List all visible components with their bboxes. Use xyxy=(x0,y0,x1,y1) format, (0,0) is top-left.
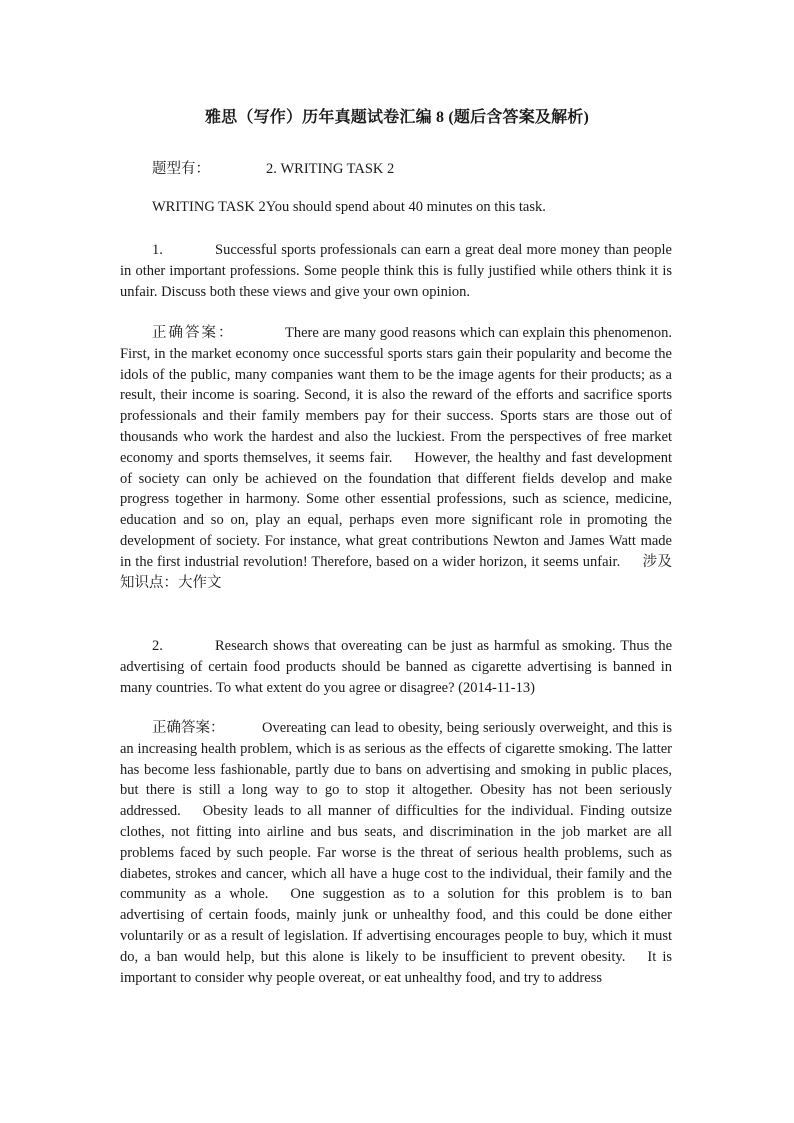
answer-text: One suggestion as to a solution for this problem is to ban advertising of certain foods, mainly junk or unhealthy food, and this could be done either voluntarily or as a result of legislation. If advertising encourages people to buy, which it must do, a ban would help, but this alone is likely to be insufficient to prevent obesity. xyxy=(120,886,672,965)
task-instructions: WRITING TASK 2You should spend about 40 minutes on this task. xyxy=(152,199,546,215)
answer-label: 正确答案： xyxy=(152,720,225,736)
knowledge-point: 涉及知识点：大作文 xyxy=(120,553,673,591)
question-number: 1. xyxy=(152,242,163,258)
question-1-prompt xyxy=(120,240,672,302)
question-text: Research shows that overeating can be just as harmful as smoking. Thus the advertising of certain food products should be banned as cigarette advertising is banned in many countries. To what extent do you agree or disagree? (2014-11-13) xyxy=(120,638,672,696)
question-1-answer xyxy=(120,323,672,593)
answer-text: It is important to consider why people overeat, or eat unhealthy food, and try to address xyxy=(120,948,672,986)
answer-text: There are many good reasons which can explain this phenomenon. First, in the market economy once successful sports stars gain their popularity and become the idols of the public, many companies want them to be the image agents for their products; as a result, their income is soaring. Second, it is also the reward of the efforts and sacrifice sports professionals and their family members pay for their success. Sports stars are those out of thousands who work the hardest and also the luckiest. From the perspectives of free market economy and sports themselves, it seems fair. xyxy=(120,325,672,466)
question-2-answer xyxy=(120,718,672,988)
answer-text: However, the healthy and fast development of society can only be achieved on the foundation that different fields develop and make progress together in harmony. Some other essential professions, such as science, medicine, education and so on, play an equal, perhaps even more significant role in promoting the development of society. For instance, what great contributions Newton and James Watt made in the first industrial revolution! Therefore, based on a wider horizon, it seems unfair. xyxy=(120,449,672,570)
document-title: 雅思（写作）历年真题试卷汇编 8 (题后含答案及解析) xyxy=(204,109,590,126)
question-type-value: 2. WRITING TASK 2 xyxy=(266,161,395,177)
answer-text: Obesity leads to all manner of difficulties for the individual. Finding outsize clothes, not fitting into airline and bus seats, and discrimination in the job market are all problems faced by such people. Far worse is the threat of serious health problems, such as diabetes, strokes and cancer, which all have a huge cost to the individual, their family and the community as a whole. xyxy=(120,803,672,903)
question-type-label: 题型有： xyxy=(152,161,210,177)
answer-text: Overeating can lead to obesity, being seriously overweight, and this is an increasing health problem, which is as serious as the effects of cigarette smoking. The latter has become less fashionable, partly due to bans on advertising and smoking in public places, but there is still a long way to go to stop it altogether. Obesity has not been seriously addressed. xyxy=(120,720,672,820)
question-type-line xyxy=(152,157,394,178)
question-number: 2. xyxy=(152,638,163,654)
question-2-prompt xyxy=(120,636,672,698)
answer-label: 正确答案： xyxy=(152,325,235,341)
question-text: Successful sports professionals can earn a great deal more money than people in other important professions. Some people think this is fully justified while others think it is unfair. Discuss both these views and give your own opinion. xyxy=(120,242,672,300)
